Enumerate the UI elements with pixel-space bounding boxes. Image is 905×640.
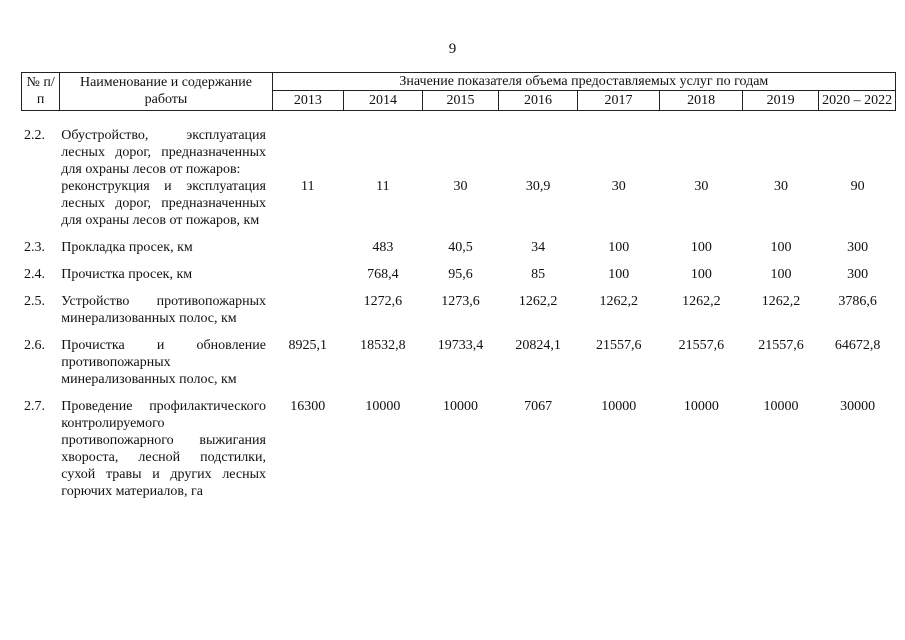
row-value: 100 — [690, 240, 712, 255]
row-value: 30 — [611, 179, 626, 194]
row-value: 100 — [608, 267, 630, 282]
table-row — [21, 266, 896, 293]
row-value: 300 — [847, 267, 869, 282]
page-number: 9 — [448, 41, 457, 57]
row-value: 85 — [531, 267, 546, 282]
row-value: 30000 — [840, 399, 876, 414]
table-row — [21, 178, 896, 239]
row-value: 34 — [531, 240, 546, 255]
row-value — [499, 127, 578, 178]
row-value: 300 — [847, 240, 869, 255]
row-value: 100 — [770, 240, 792, 255]
row-value: 1272,6 — [363, 294, 403, 309]
table-row — [21, 127, 896, 178]
row-value: 21557,6 — [758, 338, 804, 353]
row-value: 64672,8 — [834, 338, 881, 353]
table-row — [21, 293, 896, 337]
row-value: 40,5 — [448, 240, 473, 255]
row-value: 21557,6 — [678, 338, 725, 353]
row-value: 1262,2 — [518, 294, 558, 309]
table-row — [21, 398, 896, 500]
row-value: 10000 — [763, 399, 799, 414]
header-year: 2013 — [272, 91, 343, 111]
row-value: 100 — [770, 267, 792, 282]
header-year: 2020 – 2022 — [819, 91, 896, 111]
row-value: 30 — [774, 179, 789, 194]
row-value: 19733,4 — [437, 338, 484, 353]
table-header — [21, 72, 896, 111]
row-value — [422, 127, 499, 178]
row-value — [272, 239, 344, 266]
table-row — [21, 239, 896, 266]
row-value — [272, 127, 344, 178]
table-row — [21, 337, 896, 398]
row-value: 10000 — [442, 399, 478, 414]
row-name: Проведение профилактического контролируемого противопожарного выжигания хвороста, лесной подстилки, сухой травы и других лесных горючих материалов, га — [61, 399, 266, 499]
row-name: Прокладка просек, км — [61, 240, 193, 255]
row-value: 100 — [690, 267, 712, 282]
row-value: 7067 — [524, 399, 553, 414]
row-value: 11 — [376, 179, 390, 194]
row-value — [344, 127, 423, 178]
row-value: 95,6 — [448, 267, 473, 282]
row-value: 100 — [608, 240, 630, 255]
row-value: 16300 — [290, 399, 326, 414]
row-value: 18532,8 — [360, 338, 406, 353]
row-value: 20824,1 — [515, 338, 561, 353]
row-num — [21, 178, 59, 239]
row-value: 1273,6 — [441, 294, 480, 309]
row-value — [660, 127, 743, 178]
header-num: № п/п — [22, 73, 60, 111]
row-value — [819, 127, 896, 178]
header-year: 2014 — [344, 91, 423, 111]
row-name: Обустройство, эксплуатация лесных дорог, предназначенных для охраны лесов от пожаров: — [61, 128, 266, 177]
row-num: 2.6. — [24, 338, 45, 353]
header-group: Значение показателя объема предоставляемых услуг по годам — [272, 73, 895, 91]
row-value: 8925,1 — [288, 338, 328, 353]
row-value: 21557,6 — [595, 338, 642, 353]
row-value: 483 — [372, 240, 394, 255]
row-num: 2.2. — [24, 128, 45, 143]
row-value — [743, 127, 820, 178]
row-name: Устройство противопожарных минерализованных полос, км — [61, 294, 266, 326]
row-value: 1262,2 — [761, 294, 801, 309]
header-year: 2015 — [422, 91, 499, 111]
row-name: Прочистка просек, км — [61, 267, 193, 282]
row-value — [577, 127, 660, 178]
row-name: Прочистка и обновление противопожарных минерализованных полос, км — [61, 338, 266, 387]
row-value — [272, 293, 344, 337]
row-value: 30 — [694, 179, 709, 194]
row-num: 2.3. — [24, 240, 45, 255]
row-name: реконструкция и эксплуатация лесных дорог, предназначенных для охраны лесов от пожаров, км — [61, 179, 266, 228]
row-value: 30 — [453, 179, 468, 194]
row-value: 10000 — [365, 399, 401, 414]
row-num: 2.5. — [24, 294, 45, 309]
header-year: 2018 — [660, 91, 743, 111]
row-value: 1262,2 — [682, 294, 721, 309]
header-year: 2017 — [577, 91, 660, 111]
row-value: 3786,6 — [838, 294, 877, 309]
row-num: 2.7. — [24, 399, 45, 414]
row-value: 768,4 — [367, 267, 399, 282]
row-num: 2.4. — [24, 267, 45, 282]
header-year: 2019 — [742, 91, 819, 111]
row-value: 11 — [301, 179, 315, 194]
row-value: 30,9 — [525, 179, 551, 194]
header-year: 2016 — [499, 91, 578, 111]
row-value: 10000 — [683, 399, 719, 414]
row-value: 1262,2 — [599, 294, 638, 309]
row-value: 90 — [850, 179, 865, 194]
header-name: Наименование и содержание работы — [60, 73, 272, 111]
row-value: 10000 — [601, 399, 637, 414]
row-value — [272, 266, 344, 293]
table-body — [21, 127, 896, 500]
